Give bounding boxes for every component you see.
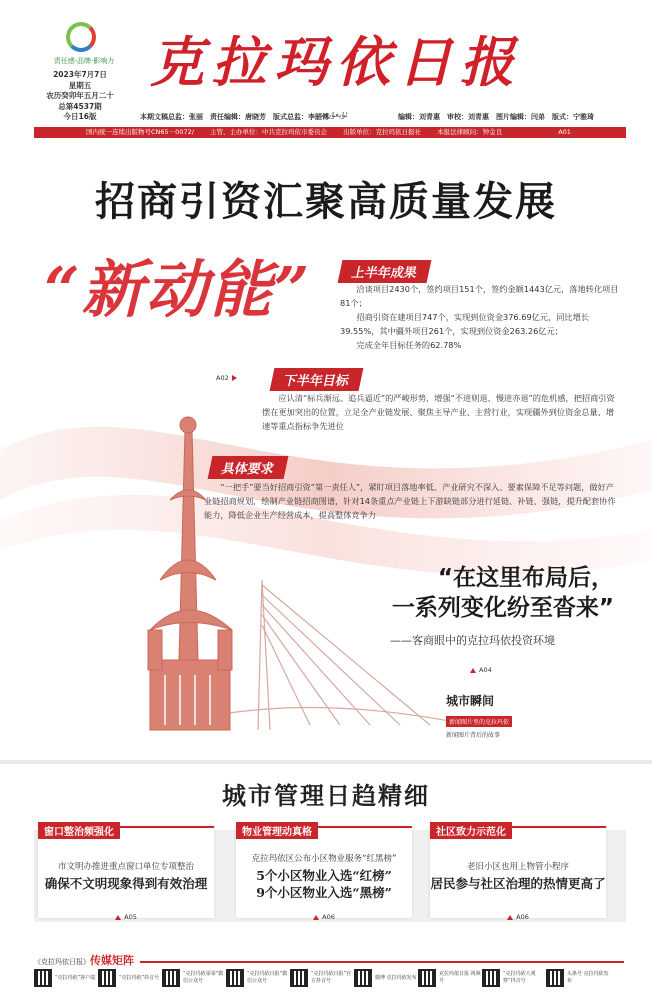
city-moment-title: 城市瞬间	[446, 694, 495, 708]
big-title: “新动能”	[44, 253, 312, 326]
news-card[interactable]	[430, 826, 606, 921]
media-item[interactable]	[34, 969, 99, 987]
page-ref-a02[interactable]: A02	[216, 374, 237, 382]
media-item-label: “克拉玛依日报”微信公众号	[247, 971, 288, 984]
section-tag-results	[340, 260, 429, 283]
issue-number: 总第4537期	[58, 101, 102, 111]
media-item[interactable]	[98, 969, 163, 987]
pull-quote-line: 一系列变化纷至沓来”	[391, 595, 614, 621]
media-item-label: 微博 克拉玛依发布	[375, 974, 417, 981]
section-title-city-management: 城市管理日趋精细	[222, 781, 430, 810]
lunar-date: 农历癸卯年五月二十	[46, 91, 114, 100]
paragraph: 洽谈项目2430个，签约项目151个，签约金额1443亿元，落地转化项目81个；	[340, 284, 619, 308]
media-item[interactable]	[354, 969, 419, 987]
media-item-label: “克拉玛依”客户端	[55, 974, 96, 981]
page-ref[interactable]: A06	[313, 913, 335, 921]
slogan: 责任感·品牌·影响力	[53, 57, 115, 65]
card-tag: 物业管理动真格	[236, 822, 318, 839]
qr-code-icon	[290, 969, 308, 987]
weekday: 星期五	[68, 80, 92, 90]
bar-item: 出版单位：克拉玛依日报社	[343, 128, 422, 136]
media-item-label: 头条号 克拉玛依发布	[567, 971, 609, 984]
editors-right: 编辑：刘青惠 审校：刘青惠 图片编辑：闫弟 版式：宁雅琦	[398, 113, 594, 121]
publication-info-bar	[34, 127, 626, 138]
city-moment-box[interactable]	[446, 692, 552, 739]
card-line2: 确保不文明现象得到有效治理	[44, 876, 208, 891]
section-requirements-body	[204, 480, 620, 522]
media-item-label: “克拉玛依大观察”抖音号	[503, 971, 536, 984]
media-item[interactable]	[546, 969, 611, 987]
paragraph: 应认清“标兵渐远、追兵逼近”的严峻形势，增强“不进则退、慢进亦退”的危机感，把招商引资摆在更加突出的位置，立足全产业链发展、聚焦主导产业、主营行业，实现疆外到位资金总量、增速等重点指标争先进位	[262, 393, 615, 431]
media-item[interactable]	[418, 969, 483, 987]
page-ref[interactable]: A06	[507, 913, 529, 921]
newspaper-logo-icon	[66, 22, 96, 52]
card-line1: 市文明办推进重点窗口单位专项整治	[57, 862, 194, 872]
card-tag: 窗口整治频强化	[38, 822, 120, 839]
pull-quote	[344, 563, 614, 623]
section-results-body	[340, 282, 620, 352]
main-headline: 招商引资汇聚高质量发展	[95, 178, 557, 225]
card-line1: 老旧小区也用上物管小程序	[466, 862, 569, 872]
page-number: A01	[558, 128, 571, 136]
section-tag-requirements	[210, 456, 286, 479]
pull-quote-line: “在这里布局后，	[437, 565, 614, 591]
card-tag: 社区致力示范化	[430, 822, 512, 839]
paragraph: 完成全年目标任务的62.78%	[356, 340, 462, 350]
section-tag-label: 上半年成果	[338, 260, 432, 283]
card-line1: 克拉玛依区公布小区物业服务“红黑榜”	[251, 854, 397, 864]
page-ref[interactable]: A05	[115, 913, 137, 921]
qr-code-icon	[34, 969, 52, 987]
media-item[interactable]	[226, 969, 291, 987]
news-card[interactable]	[38, 826, 214, 921]
footer-divider	[140, 961, 624, 963]
section-goals-body	[262, 391, 622, 433]
media-item[interactable]	[290, 969, 355, 987]
bar-item: 国内统一连续出版物号CN65－0072/	[86, 128, 194, 136]
card-line2: 居民参与社区治理的热情更高了	[430, 876, 606, 891]
qr-code-icon	[418, 969, 436, 987]
qr-code-icon	[162, 969, 180, 987]
page-count: 今日16版	[63, 112, 97, 121]
paragraph: “一把手”要当好招商引资“第一责任人”，紧盯项目落地率低、产业研究不深入、要素保障不足等问题，做好产业链招商规划，绘制产业链招商图谱，针对14条重点产业链上下游缺链部分进行延链、补链、强链，提升配套协作能力，降低企业生产经营成本，提高整体竞争力	[204, 482, 616, 520]
city-moment-line2: 新闻图片背后的故事	[446, 732, 501, 739]
card-line3: 9个小区物业入选“黑榜”	[256, 885, 392, 900]
qr-code-icon	[482, 969, 500, 987]
media-item-label: “克拉玛依零零”微信公众号	[183, 971, 224, 984]
section-tag-label: 下半年目标	[270, 368, 364, 391]
media-matrix-prefix: 《克拉玛依日报》	[34, 958, 90, 966]
editors-left: 本期文稿总监：张丽 责任编辑：唐晓芳 版式总监：李韶博	[140, 113, 329, 121]
city-moment-line1: 新闻图片里的克拉玛依	[446, 716, 512, 727]
qr-code-icon	[226, 969, 244, 987]
pull-quote-subtitle: ——客商眼中的克拉玛依投资环境	[390, 634, 555, 647]
section-tag-label: 具体要求	[208, 456, 289, 479]
media-matrix-title	[34, 952, 134, 968]
uyghur-script: ئۇيغۇرچە	[318, 110, 348, 119]
media-item[interactable]	[482, 969, 547, 987]
qr-code-icon	[98, 969, 116, 987]
paragraph: 招商引资在建项目747个，实现到位资金376.69亿元，同比增长39.55%，其中疆外项目261个，实现到位资金263.26亿元；	[340, 312, 589, 336]
media-item-label: 克拉玛依日报 视频号	[439, 971, 481, 984]
media-item-label: “克拉玛依日报”官方抖音号	[311, 971, 352, 984]
date-info	[40, 70, 120, 123]
bar-item: 本报法律顾问：钟金良	[437, 128, 503, 136]
bar-item: 主管、主办单位：中共克拉玛依市委员会	[209, 128, 327, 136]
section-tag-goals	[272, 368, 361, 391]
media-item-label: “克拉玛依”抖音号	[119, 974, 160, 981]
qr-code-icon	[354, 969, 372, 987]
date: 2023年7月7日	[53, 70, 107, 79]
page-ref-a04[interactable]: A04	[470, 666, 492, 674]
news-card[interactable]	[236, 826, 412, 921]
qr-code-icon	[546, 969, 564, 987]
newspaper-title: 克拉玛依日报	[150, 30, 522, 94]
card-line2: 5个小区物业入选“红榜”	[256, 868, 392, 883]
media-matrix-label: 传媒矩阵	[90, 954, 134, 967]
media-item[interactable]	[162, 969, 227, 987]
